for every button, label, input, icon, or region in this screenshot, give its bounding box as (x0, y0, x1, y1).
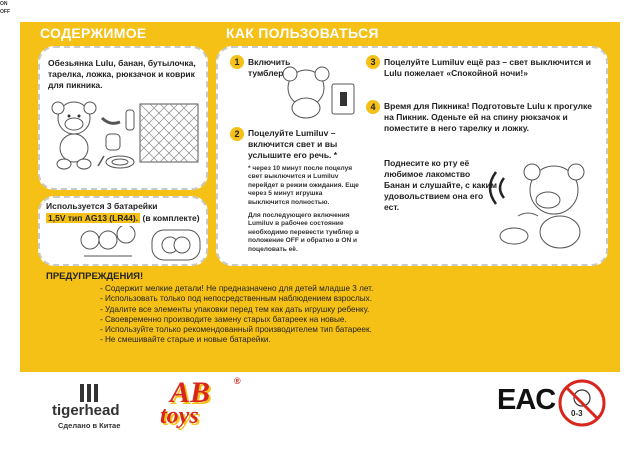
warning-item: - Использовать только под непосредственным наблюдением взрослых. (100, 294, 373, 304)
step-2-note-2: Для последующего включения Lumiluv в рабочее состояние необходимо перевести тумблер в положение OFF и обратно в ON и поцеловать её. (248, 212, 359, 253)
warnings-list (100, 284, 460, 346)
eac-mark: EAC (497, 384, 556, 416)
ab-logo: AB (170, 376, 211, 409)
made-in-china: Сделано в Китае (58, 421, 121, 430)
warning-item: - Своевременно производите замену старых батареек на новые. (100, 314, 347, 324)
feed-text: Поднесите ко рту её любимое лакомство Банан и слушайте, с каким удовольствием она его ест. (384, 158, 498, 212)
age-restriction-icon (557, 378, 607, 428)
step-3-text: Поцелуйте Lumiluv ещё раз – свет выключится и Lulu пожелает «Спокойной ночи!» (384, 57, 592, 78)
contents-illustration (44, 96, 206, 188)
switch-on-label: ON (0, 1, 8, 7)
battery-illustration (74, 226, 204, 264)
toys-logo: toys (160, 403, 199, 429)
switch-off-label: OFF (0, 9, 10, 16)
registered-mark: ® (234, 376, 241, 386)
age-label: 0-3 (571, 409, 583, 418)
step-2-note-1: * через 10 минут после поцелуя свет выключится и Lumiluv перейдет в режим ожидания. Еще через 5 минут игрушка выключится полностью. (248, 165, 359, 206)
tigerhead-stripes-logo (78, 382, 100, 404)
warning-item: - Содержит мелкие детали! Не предназначено для детей младше 3 лет. (100, 284, 374, 293)
battery-note: (в комплекте) (142, 213, 200, 223)
step-4-number: 4 (366, 100, 380, 114)
step-1-illustration (282, 64, 360, 124)
step-1-number: 1 (230, 55, 244, 69)
battery-spec: 1,5V тип AG13 (LR44). (48, 213, 139, 223)
warning-item: - Не смешивайте старые и новые батарейки. (100, 335, 271, 345)
feeding-illustration (484, 160, 602, 256)
step-2-text: Поцелуйте Lumiluv – включится свет и вы услышите его речь. * (248, 128, 338, 160)
warnings-title: ПРЕДУПРЕЖДЕНИЯ! (46, 271, 144, 282)
step-1-text: Включить тумблер (248, 57, 291, 78)
warning-item: - Используйте только рекомендованный производителем тип батареек. (100, 325, 372, 335)
contents-text: Обезьянка Lulu, банан, бутылочка, тарелка, ложка, рюкзачок и коврик для пикника. (48, 58, 196, 90)
step-4-text: Время для Пикника! Подготовьте Lulu к прогулке на Пикник. Оденьте ей на спину рюкзачок и поместите в него тарелку и ложку. (384, 101, 592, 133)
step-3-number: 3 (366, 55, 380, 69)
step-2-number: 2 (230, 127, 244, 141)
tigerhead-logo: tigerhead (52, 402, 120, 419)
battery-title: Используется 3 батарейки (46, 201, 158, 211)
warning-item: - Удалите все элементы упаковки перед тем как дать игрушку ребенку. (100, 304, 370, 314)
battery-spec-line (46, 213, 200, 224)
contents-heading: СОДЕРЖИМОЕ (40, 25, 147, 41)
howto-heading: КАК ПОЛЬЗОВАТЬСЯ (226, 25, 379, 41)
